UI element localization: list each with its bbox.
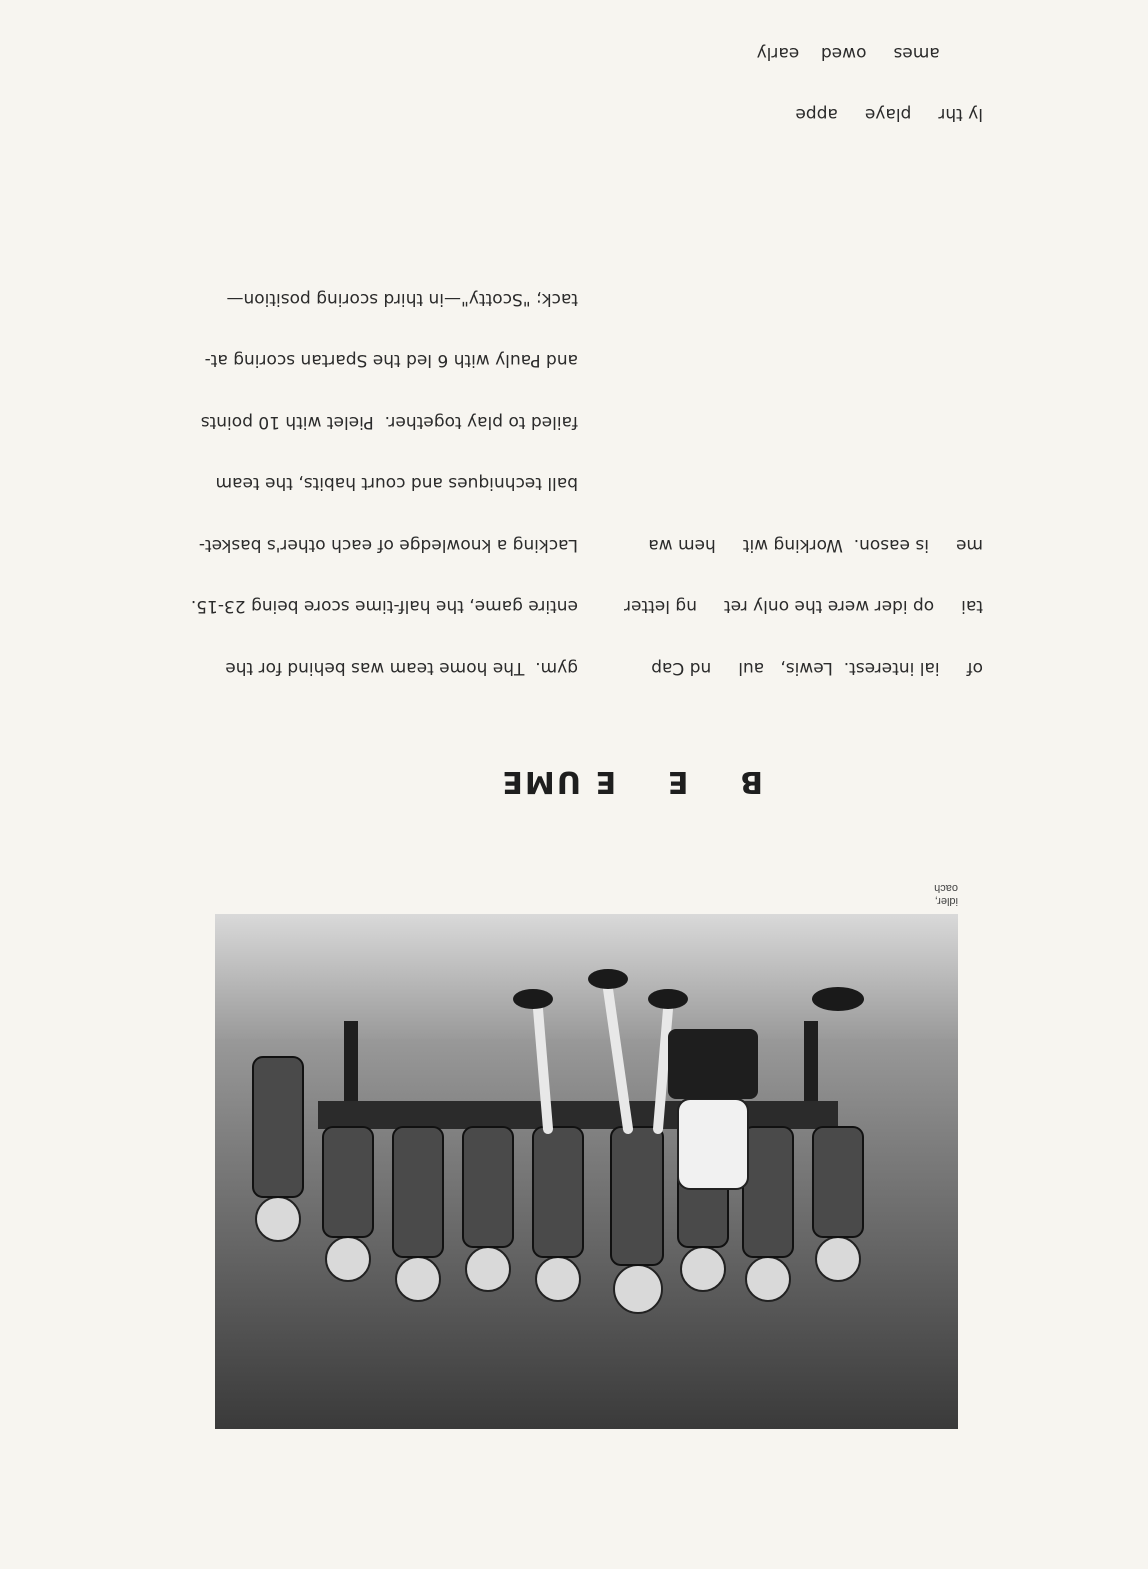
text-line bbox=[583, 473, 983, 494]
caption-line: idler, bbox=[934, 895, 958, 907]
text-line bbox=[178, 43, 578, 64]
text-line: tai op ider were the only ret ng letter bbox=[624, 596, 983, 617]
text-line: entire game, the half-time score being 23-15. bbox=[190, 596, 578, 617]
caption-line: oach bbox=[934, 882, 958, 894]
text-line: Lacking a knowledge of each other's basket- bbox=[198, 535, 578, 555]
photo-caption bbox=[934, 881, 958, 907]
text-line: of ial interest. Lewis, aul nd Cap bbox=[651, 658, 983, 678]
team-photo-illustration bbox=[215, 914, 958, 1429]
text-line bbox=[583, 289, 983, 310]
text-line: ly thr playe appe bbox=[795, 104, 983, 125]
text-line bbox=[178, 166, 578, 187]
text-line: failed to play together. Pielet with 10 points bbox=[200, 412, 578, 432]
left-column-top bbox=[583, 0, 983, 719]
text-line: ball techniques and court habits, the team bbox=[215, 473, 578, 494]
text-line bbox=[583, 166, 983, 187]
right-column bbox=[178, 0, 578, 719]
text-line bbox=[583, 0, 983, 2]
text-line bbox=[178, 0, 578, 2]
text-line: tack; "Scotty"—in third scoring position— bbox=[226, 289, 578, 309]
text-line bbox=[178, 104, 578, 125]
team-photo bbox=[215, 914, 958, 1429]
text-line: me is eason. Working wit hem wa bbox=[648, 535, 983, 555]
text-line: ames owed early bbox=[756, 43, 983, 63]
text-line: gym. The home team was behind for the bbox=[225, 658, 578, 678]
text-line bbox=[178, 227, 578, 248]
article-heading: B E E UME bbox=[500, 764, 763, 799]
text-line: and Pauly with 6 led the Spartan scoring at- bbox=[204, 350, 578, 371]
text-line bbox=[583, 350, 983, 371]
text-line bbox=[583, 227, 983, 248]
text-line bbox=[583, 412, 983, 433]
